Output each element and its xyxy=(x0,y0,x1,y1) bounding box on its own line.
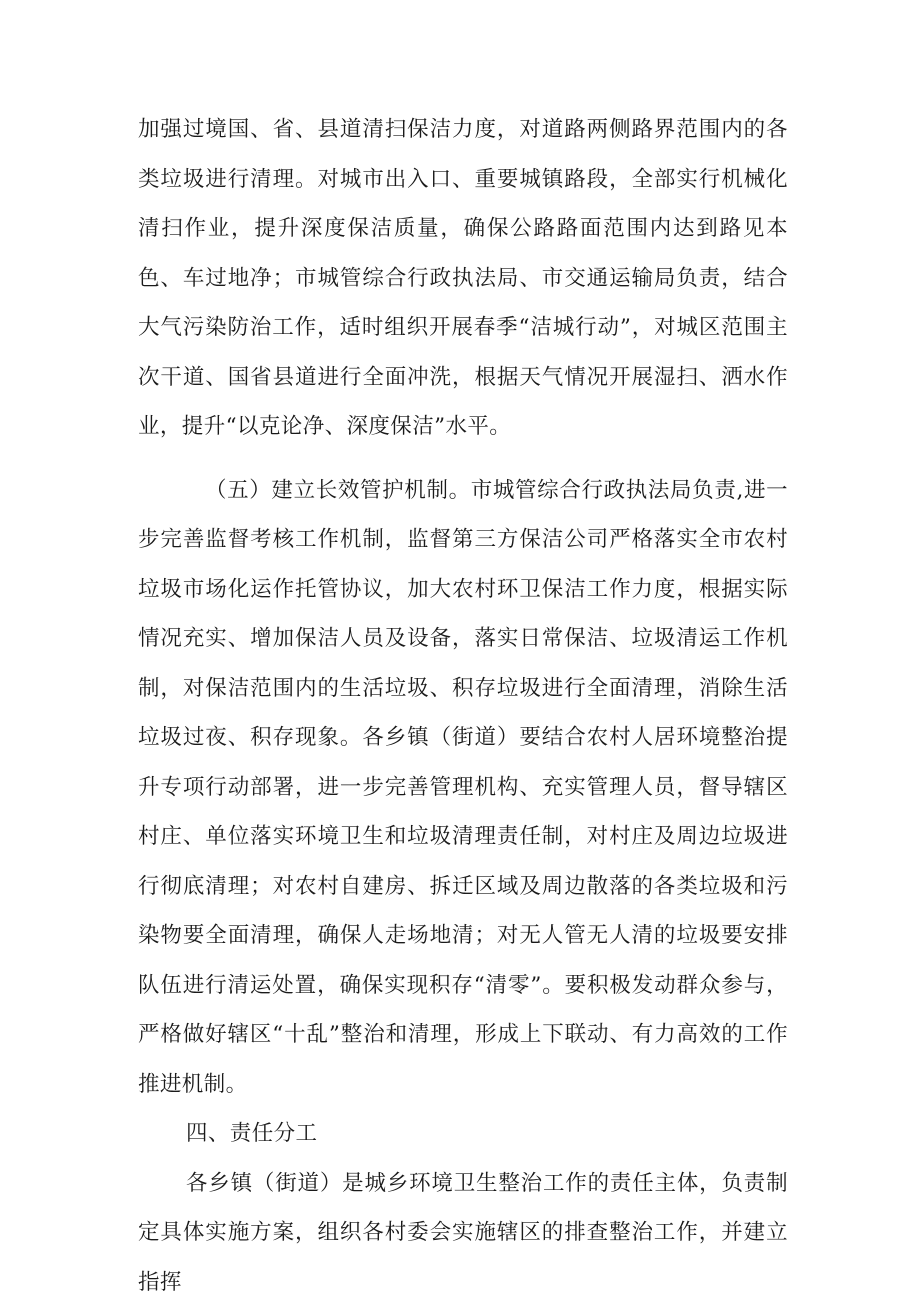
document-body xyxy=(138,105,788,1307)
paragraph-township-responsibility: 各乡镇（街道）是城乡环境卫生整治工作的责任主体，负责制定具体实施方案，组织各村委会实施辖区的排查整治工作，并建立指挥 xyxy=(138,1159,788,1307)
paragraph-road-cleaning: 加强过境国、省、县道清扫保洁力度，对道路两侧路界范围内的各类垃圾进行清理。对城市出入口、重要城镇路段，全部实行机械化清扫作业，提升深度保洁质量，确保公路路面范围内达到路见本色、车过地净；市城管综合行政执法局、市交通运输局负责，结合大气污染防治工作，适时组织开展春季“洁城行动”，对城区范围主次干道、国省县道进行全面冲洗，根据天气情况开展湿扫、洒水作业，提升“以克论净、深度保洁”水平。 xyxy=(138,105,788,452)
paragraph-long-term-mechanism: （五）建立长效管护机制。市城管综合行政执法局负责,进一步完善监督考核工作机制，监督第三方保洁公司严格落实全市农村垃圾市场化运作托管协议，加大农村环卫保洁工作力度，根据实际情况充实、增加保洁人员及设备，落实日常保洁、垃圾清运工作机制，对保洁范围内的生活垃圾、积存垃圾进行全面清理，消除生活垃圾过夜、积存现象。各乡镇（街道）要结合农村人居环境整治提升专项行动部署，进一步完善管理机构、充实管理人员，督导辖区村庄、单位落实环境卫生和垃圾清理责任制，对村庄及周边垃圾进行彻底清理；对农村自建房、拆迁区域及周边散落的各类垃圾和污染物要全面清理，确保人走场地清；对无人管无人清的垃圾要安排队伍进行清运处置，确保实现积存“清零”。要积极发动群众参与，严格做好辖区“十乱”整治和清理，形成上下联动、有力高效的工作推进机制。 xyxy=(138,466,788,1110)
section-heading-responsibilities: 四、责任分工 xyxy=(138,1109,788,1159)
paragraph-spacer xyxy=(138,452,788,466)
